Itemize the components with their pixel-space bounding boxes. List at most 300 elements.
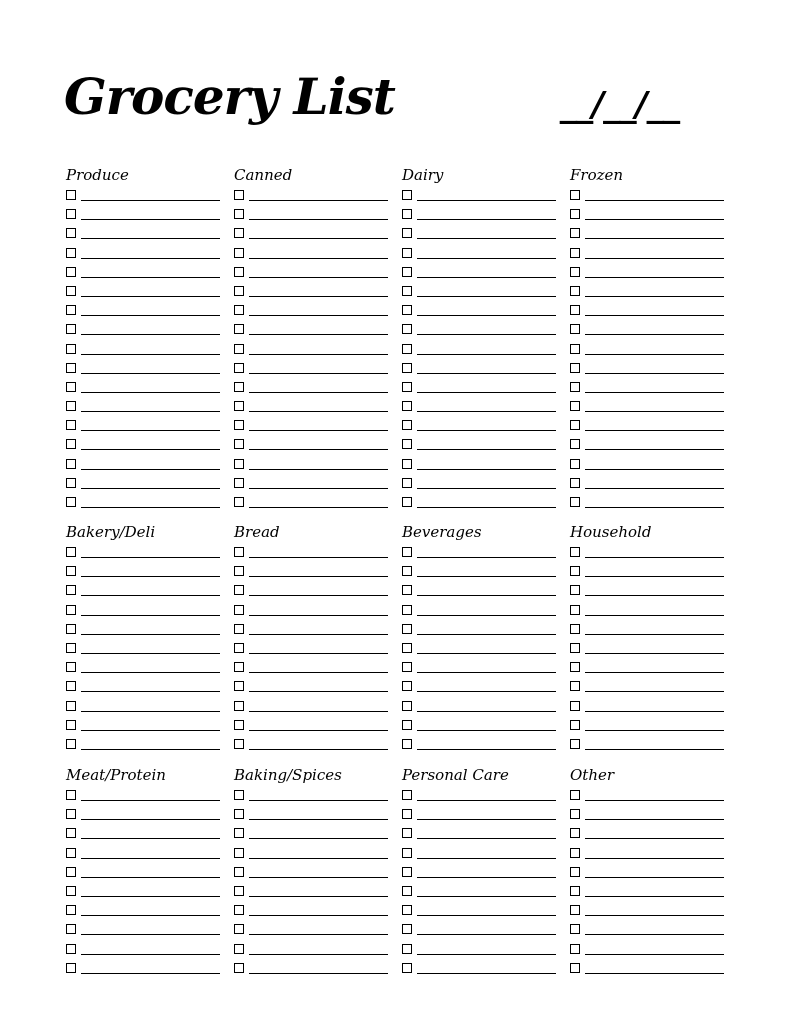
item-line[interactable] <box>81 819 220 820</box>
item-line[interactable] <box>585 373 724 374</box>
item-line[interactable] <box>417 296 556 297</box>
checkbox[interactable] <box>402 267 412 277</box>
item-line[interactable] <box>249 896 388 897</box>
item-line[interactable] <box>585 615 724 616</box>
checkbox[interactable] <box>402 809 412 819</box>
checkbox[interactable] <box>234 828 244 838</box>
item-line[interactable] <box>249 488 388 489</box>
item-line[interactable] <box>417 730 556 731</box>
item-line[interactable] <box>249 838 388 839</box>
item-line[interactable] <box>417 449 556 450</box>
checkbox[interactable] <box>234 701 244 711</box>
item-line[interactable] <box>81 672 220 673</box>
checkbox[interactable] <box>234 267 244 277</box>
checkbox[interactable] <box>402 662 412 672</box>
checkbox[interactable] <box>402 209 412 219</box>
item-line[interactable] <box>81 800 220 801</box>
item-line[interactable] <box>417 557 556 558</box>
checkbox[interactable] <box>234 809 244 819</box>
item-line[interactable] <box>585 896 724 897</box>
checkbox[interactable] <box>66 286 76 296</box>
item-line[interactable] <box>585 819 724 820</box>
item-line[interactable] <box>417 488 556 489</box>
item-line[interactable] <box>81 315 220 316</box>
checkbox[interactable] <box>570 605 580 615</box>
item-line[interactable] <box>417 896 556 897</box>
checkbox[interactable] <box>66 963 76 973</box>
item-line[interactable] <box>81 354 220 355</box>
checkbox[interactable] <box>66 701 76 711</box>
checkbox[interactable] <box>402 324 412 334</box>
item-line[interactable] <box>249 200 388 201</box>
checkbox[interactable] <box>570 739 580 749</box>
checkbox[interactable] <box>402 286 412 296</box>
item-line[interactable] <box>249 296 388 297</box>
checkbox[interactable] <box>570 867 580 877</box>
item-line[interactable] <box>81 334 220 335</box>
checkbox[interactable] <box>402 624 412 634</box>
checkbox[interactable] <box>234 905 244 915</box>
checkbox[interactable] <box>570 828 580 838</box>
checkbox[interactable] <box>66 944 76 954</box>
checkbox[interactable] <box>570 624 580 634</box>
checkbox[interactable] <box>66 209 76 219</box>
checkbox[interactable] <box>570 681 580 691</box>
item-line[interactable] <box>585 711 724 712</box>
checkbox[interactable] <box>570 209 580 219</box>
item-line[interactable] <box>249 557 388 558</box>
checkbox[interactable] <box>570 963 580 973</box>
item-line[interactable] <box>249 334 388 335</box>
item-line[interactable] <box>81 200 220 201</box>
item-line[interactable] <box>417 469 556 470</box>
checkbox[interactable] <box>66 324 76 334</box>
item-line[interactable] <box>81 238 220 239</box>
item-line[interactable] <box>417 258 556 259</box>
checkbox[interactable] <box>402 867 412 877</box>
item-line[interactable] <box>585 507 724 508</box>
item-line[interactable] <box>249 672 388 673</box>
item-line[interactable] <box>585 653 724 654</box>
checkbox[interactable] <box>234 286 244 296</box>
checkbox[interactable] <box>402 905 412 915</box>
item-line[interactable] <box>249 411 388 412</box>
checkbox[interactable] <box>402 720 412 730</box>
item-line[interactable] <box>249 277 388 278</box>
item-line[interactable] <box>81 858 220 859</box>
item-line[interactable] <box>249 315 388 316</box>
checkbox[interactable] <box>402 643 412 653</box>
item-line[interactable] <box>81 730 220 731</box>
item-line[interactable] <box>81 411 220 412</box>
item-line[interactable] <box>585 800 724 801</box>
item-line[interactable] <box>417 691 556 692</box>
item-line[interactable] <box>585 672 724 673</box>
checkbox[interactable] <box>570 585 580 595</box>
item-line[interactable] <box>249 749 388 750</box>
item-line[interactable] <box>249 730 388 731</box>
item-line[interactable] <box>585 354 724 355</box>
checkbox[interactable] <box>570 267 580 277</box>
item-line[interactable] <box>585 392 724 393</box>
item-line[interactable] <box>585 915 724 916</box>
checkbox[interactable] <box>66 305 76 315</box>
checkbox[interactable] <box>234 209 244 219</box>
checkbox[interactable] <box>234 720 244 730</box>
item-line[interactable] <box>249 373 388 374</box>
checkbox[interactable] <box>66 420 76 430</box>
checkbox[interactable] <box>66 924 76 934</box>
item-line[interactable] <box>249 595 388 596</box>
item-line[interactable] <box>81 392 220 393</box>
checkbox[interactable] <box>234 886 244 896</box>
item-line[interactable] <box>417 858 556 859</box>
checkbox[interactable] <box>234 867 244 877</box>
checkbox[interactable] <box>234 585 244 595</box>
item-line[interactable] <box>81 653 220 654</box>
checkbox[interactable] <box>66 681 76 691</box>
checkbox[interactable] <box>570 701 580 711</box>
item-line[interactable] <box>249 238 388 239</box>
checkbox[interactable] <box>402 459 412 469</box>
checkbox[interactable] <box>402 363 412 373</box>
item-line[interactable] <box>585 877 724 878</box>
item-line[interactable] <box>585 219 724 220</box>
item-line[interactable] <box>249 915 388 916</box>
item-line[interactable] <box>81 576 220 577</box>
checkbox[interactable] <box>234 963 244 973</box>
checkbox[interactable] <box>66 248 76 258</box>
item-line[interactable] <box>585 238 724 239</box>
item-line[interactable] <box>585 954 724 955</box>
item-line[interactable] <box>417 800 556 801</box>
item-line[interactable] <box>417 277 556 278</box>
checkbox[interactable] <box>66 739 76 749</box>
date-field[interactable]: __/__/__ <box>560 85 679 125</box>
item-line[interactable] <box>81 838 220 839</box>
item-line[interactable] <box>417 749 556 750</box>
checkbox[interactable] <box>234 344 244 354</box>
checkbox[interactable] <box>570 809 580 819</box>
checkbox[interactable] <box>66 809 76 819</box>
item-line[interactable] <box>417 200 556 201</box>
item-line[interactable] <box>81 954 220 955</box>
item-line[interactable] <box>81 915 220 916</box>
item-line[interactable] <box>81 258 220 259</box>
checkbox[interactable] <box>570 228 580 238</box>
checkbox[interactable] <box>234 324 244 334</box>
checkbox[interactable] <box>66 439 76 449</box>
checkbox[interactable] <box>66 848 76 858</box>
checkbox[interactable] <box>66 363 76 373</box>
item-line[interactable] <box>81 691 220 692</box>
item-line[interactable] <box>81 595 220 596</box>
checkbox[interactable] <box>234 497 244 507</box>
checkbox[interactable] <box>570 459 580 469</box>
checkbox[interactable] <box>570 720 580 730</box>
checkbox[interactable] <box>402 439 412 449</box>
checkbox[interactable] <box>402 944 412 954</box>
checkbox[interactable] <box>402 963 412 973</box>
item-line[interactable] <box>585 411 724 412</box>
item-line[interactable] <box>417 430 556 431</box>
item-line[interactable] <box>417 672 556 673</box>
checkbox[interactable] <box>570 662 580 672</box>
checkbox[interactable] <box>402 848 412 858</box>
checkbox[interactable] <box>234 190 244 200</box>
item-line[interactable] <box>417 819 556 820</box>
item-line[interactable] <box>249 653 388 654</box>
checkbox[interactable] <box>402 566 412 576</box>
item-line[interactable] <box>585 595 724 596</box>
checkbox[interactable] <box>402 828 412 838</box>
item-line[interactable] <box>585 315 724 316</box>
item-line[interactable] <box>81 634 220 635</box>
checkbox[interactable] <box>66 478 76 488</box>
checkbox[interactable] <box>66 190 76 200</box>
checkbox[interactable] <box>66 585 76 595</box>
item-line[interactable] <box>585 334 724 335</box>
checkbox[interactable] <box>402 248 412 258</box>
item-line[interactable] <box>585 749 724 750</box>
checkbox[interactable] <box>402 605 412 615</box>
checkbox[interactable] <box>570 401 580 411</box>
item-line[interactable] <box>417 954 556 955</box>
checkbox[interactable] <box>402 585 412 595</box>
item-line[interactable] <box>249 954 388 955</box>
item-line[interactable] <box>81 749 220 750</box>
checkbox[interactable] <box>570 924 580 934</box>
checkbox[interactable] <box>234 848 244 858</box>
item-line[interactable] <box>585 730 724 731</box>
item-line[interactable] <box>81 430 220 431</box>
item-line[interactable] <box>585 296 724 297</box>
checkbox[interactable] <box>66 459 76 469</box>
checkbox[interactable] <box>570 324 580 334</box>
checkbox[interactable] <box>402 547 412 557</box>
item-line[interactable] <box>81 296 220 297</box>
checkbox[interactable] <box>234 624 244 634</box>
item-line[interactable] <box>249 973 388 974</box>
checkbox[interactable] <box>66 605 76 615</box>
checkbox[interactable] <box>234 248 244 258</box>
checkbox[interactable] <box>234 439 244 449</box>
item-line[interactable] <box>585 277 724 278</box>
checkbox[interactable] <box>570 790 580 800</box>
item-line[interactable] <box>81 219 220 220</box>
item-line[interactable] <box>249 691 388 692</box>
checkbox[interactable] <box>570 190 580 200</box>
item-line[interactable] <box>417 838 556 839</box>
item-line[interactable] <box>249 800 388 801</box>
checkbox[interactable] <box>234 790 244 800</box>
item-line[interactable] <box>417 354 556 355</box>
item-line[interactable] <box>417 934 556 935</box>
item-line[interactable] <box>585 973 724 974</box>
item-line[interactable] <box>81 449 220 450</box>
checkbox[interactable] <box>66 382 76 392</box>
checkbox[interactable] <box>570 420 580 430</box>
item-line[interactable] <box>585 469 724 470</box>
checkbox[interactable] <box>66 566 76 576</box>
checkbox[interactable] <box>402 497 412 507</box>
item-line[interactable] <box>585 449 724 450</box>
item-line[interactable] <box>249 354 388 355</box>
item-line[interactable] <box>417 373 556 374</box>
item-line[interactable] <box>417 653 556 654</box>
checkbox[interactable] <box>570 848 580 858</box>
checkbox[interactable] <box>234 944 244 954</box>
item-line[interactable] <box>417 711 556 712</box>
checkbox[interactable] <box>66 867 76 877</box>
item-line[interactable] <box>417 315 556 316</box>
checkbox[interactable] <box>402 701 412 711</box>
checkbox[interactable] <box>66 344 76 354</box>
checkbox[interactable] <box>66 267 76 277</box>
item-line[interactable] <box>417 392 556 393</box>
item-line[interactable] <box>585 258 724 259</box>
item-line[interactable] <box>81 277 220 278</box>
item-line[interactable] <box>585 576 724 577</box>
checkbox[interactable] <box>66 905 76 915</box>
checkbox[interactable] <box>570 478 580 488</box>
item-line[interactable] <box>81 711 220 712</box>
checkbox[interactable] <box>234 662 244 672</box>
item-line[interactable] <box>249 576 388 577</box>
checkbox[interactable] <box>570 547 580 557</box>
checkbox[interactable] <box>234 228 244 238</box>
item-line[interactable] <box>417 615 556 616</box>
item-line[interactable] <box>417 877 556 878</box>
checkbox[interactable] <box>234 363 244 373</box>
item-line[interactable] <box>417 507 556 508</box>
checkbox[interactable] <box>402 382 412 392</box>
checkbox[interactable] <box>234 547 244 557</box>
checkbox[interactable] <box>234 478 244 488</box>
checkbox[interactable] <box>570 566 580 576</box>
item-line[interactable] <box>81 507 220 508</box>
checkbox[interactable] <box>66 643 76 653</box>
checkbox[interactable] <box>402 681 412 691</box>
item-line[interactable] <box>417 411 556 412</box>
item-line[interactable] <box>585 691 724 692</box>
item-line[interactable] <box>81 615 220 616</box>
item-line[interactable] <box>417 219 556 220</box>
checkbox[interactable] <box>66 790 76 800</box>
checkbox[interactable] <box>66 497 76 507</box>
item-line[interactable] <box>249 258 388 259</box>
checkbox[interactable] <box>402 924 412 934</box>
item-line[interactable] <box>249 819 388 820</box>
checkbox[interactable] <box>234 924 244 934</box>
checkbox[interactable] <box>570 643 580 653</box>
checkbox[interactable] <box>402 739 412 749</box>
checkbox[interactable] <box>570 286 580 296</box>
checkbox[interactable] <box>402 228 412 238</box>
checkbox[interactable] <box>570 944 580 954</box>
checkbox[interactable] <box>234 739 244 749</box>
item-line[interactable] <box>249 711 388 712</box>
item-line[interactable] <box>249 634 388 635</box>
item-line[interactable] <box>585 838 724 839</box>
item-line[interactable] <box>249 934 388 935</box>
item-line[interactable] <box>81 896 220 897</box>
checkbox[interactable] <box>234 681 244 691</box>
item-line[interactable] <box>81 973 220 974</box>
item-line[interactable] <box>249 449 388 450</box>
checkbox[interactable] <box>570 344 580 354</box>
checkbox[interactable] <box>66 886 76 896</box>
item-line[interactable] <box>249 858 388 859</box>
checkbox[interactable] <box>234 566 244 576</box>
item-line[interactable] <box>417 334 556 335</box>
checkbox[interactable] <box>570 886 580 896</box>
item-line[interactable] <box>249 877 388 878</box>
item-line[interactable] <box>417 973 556 974</box>
item-line[interactable] <box>417 915 556 916</box>
checkbox[interactable] <box>402 790 412 800</box>
checkbox[interactable] <box>234 401 244 411</box>
item-line[interactable] <box>249 507 388 508</box>
item-line[interactable] <box>417 634 556 635</box>
item-line[interactable] <box>585 934 724 935</box>
item-line[interactable] <box>417 595 556 596</box>
item-line[interactable] <box>81 469 220 470</box>
checkbox[interactable] <box>570 248 580 258</box>
checkbox[interactable] <box>570 497 580 507</box>
checkbox[interactable] <box>402 886 412 896</box>
item-line[interactable] <box>585 557 724 558</box>
checkbox[interactable] <box>66 828 76 838</box>
item-line[interactable] <box>585 488 724 489</box>
checkbox[interactable] <box>570 305 580 315</box>
checkbox[interactable] <box>570 382 580 392</box>
item-line[interactable] <box>249 615 388 616</box>
checkbox[interactable] <box>234 305 244 315</box>
item-line[interactable] <box>81 877 220 878</box>
checkbox[interactable] <box>402 305 412 315</box>
checkbox[interactable] <box>66 624 76 634</box>
item-line[interactable] <box>249 430 388 431</box>
checkbox[interactable] <box>234 420 244 430</box>
item-line[interactable] <box>249 219 388 220</box>
item-line[interactable] <box>249 469 388 470</box>
checkbox[interactable] <box>570 439 580 449</box>
item-line[interactable] <box>81 488 220 489</box>
item-line[interactable] <box>585 430 724 431</box>
checkbox[interactable] <box>402 401 412 411</box>
checkbox[interactable] <box>402 478 412 488</box>
checkbox[interactable] <box>402 420 412 430</box>
checkbox[interactable] <box>234 382 244 392</box>
checkbox[interactable] <box>66 662 76 672</box>
item-line[interactable] <box>249 392 388 393</box>
checkbox[interactable] <box>234 459 244 469</box>
item-line[interactable] <box>417 576 556 577</box>
checkbox[interactable] <box>234 643 244 653</box>
checkbox[interactable] <box>570 363 580 373</box>
item-line[interactable] <box>585 200 724 201</box>
checkbox[interactable] <box>570 905 580 915</box>
item-line[interactable] <box>417 238 556 239</box>
checkbox[interactable] <box>402 190 412 200</box>
item-line[interactable] <box>81 934 220 935</box>
checkbox[interactable] <box>66 228 76 238</box>
checkbox[interactable] <box>402 344 412 354</box>
checkbox[interactable] <box>66 720 76 730</box>
checkbox[interactable] <box>234 605 244 615</box>
item-line[interactable] <box>585 858 724 859</box>
